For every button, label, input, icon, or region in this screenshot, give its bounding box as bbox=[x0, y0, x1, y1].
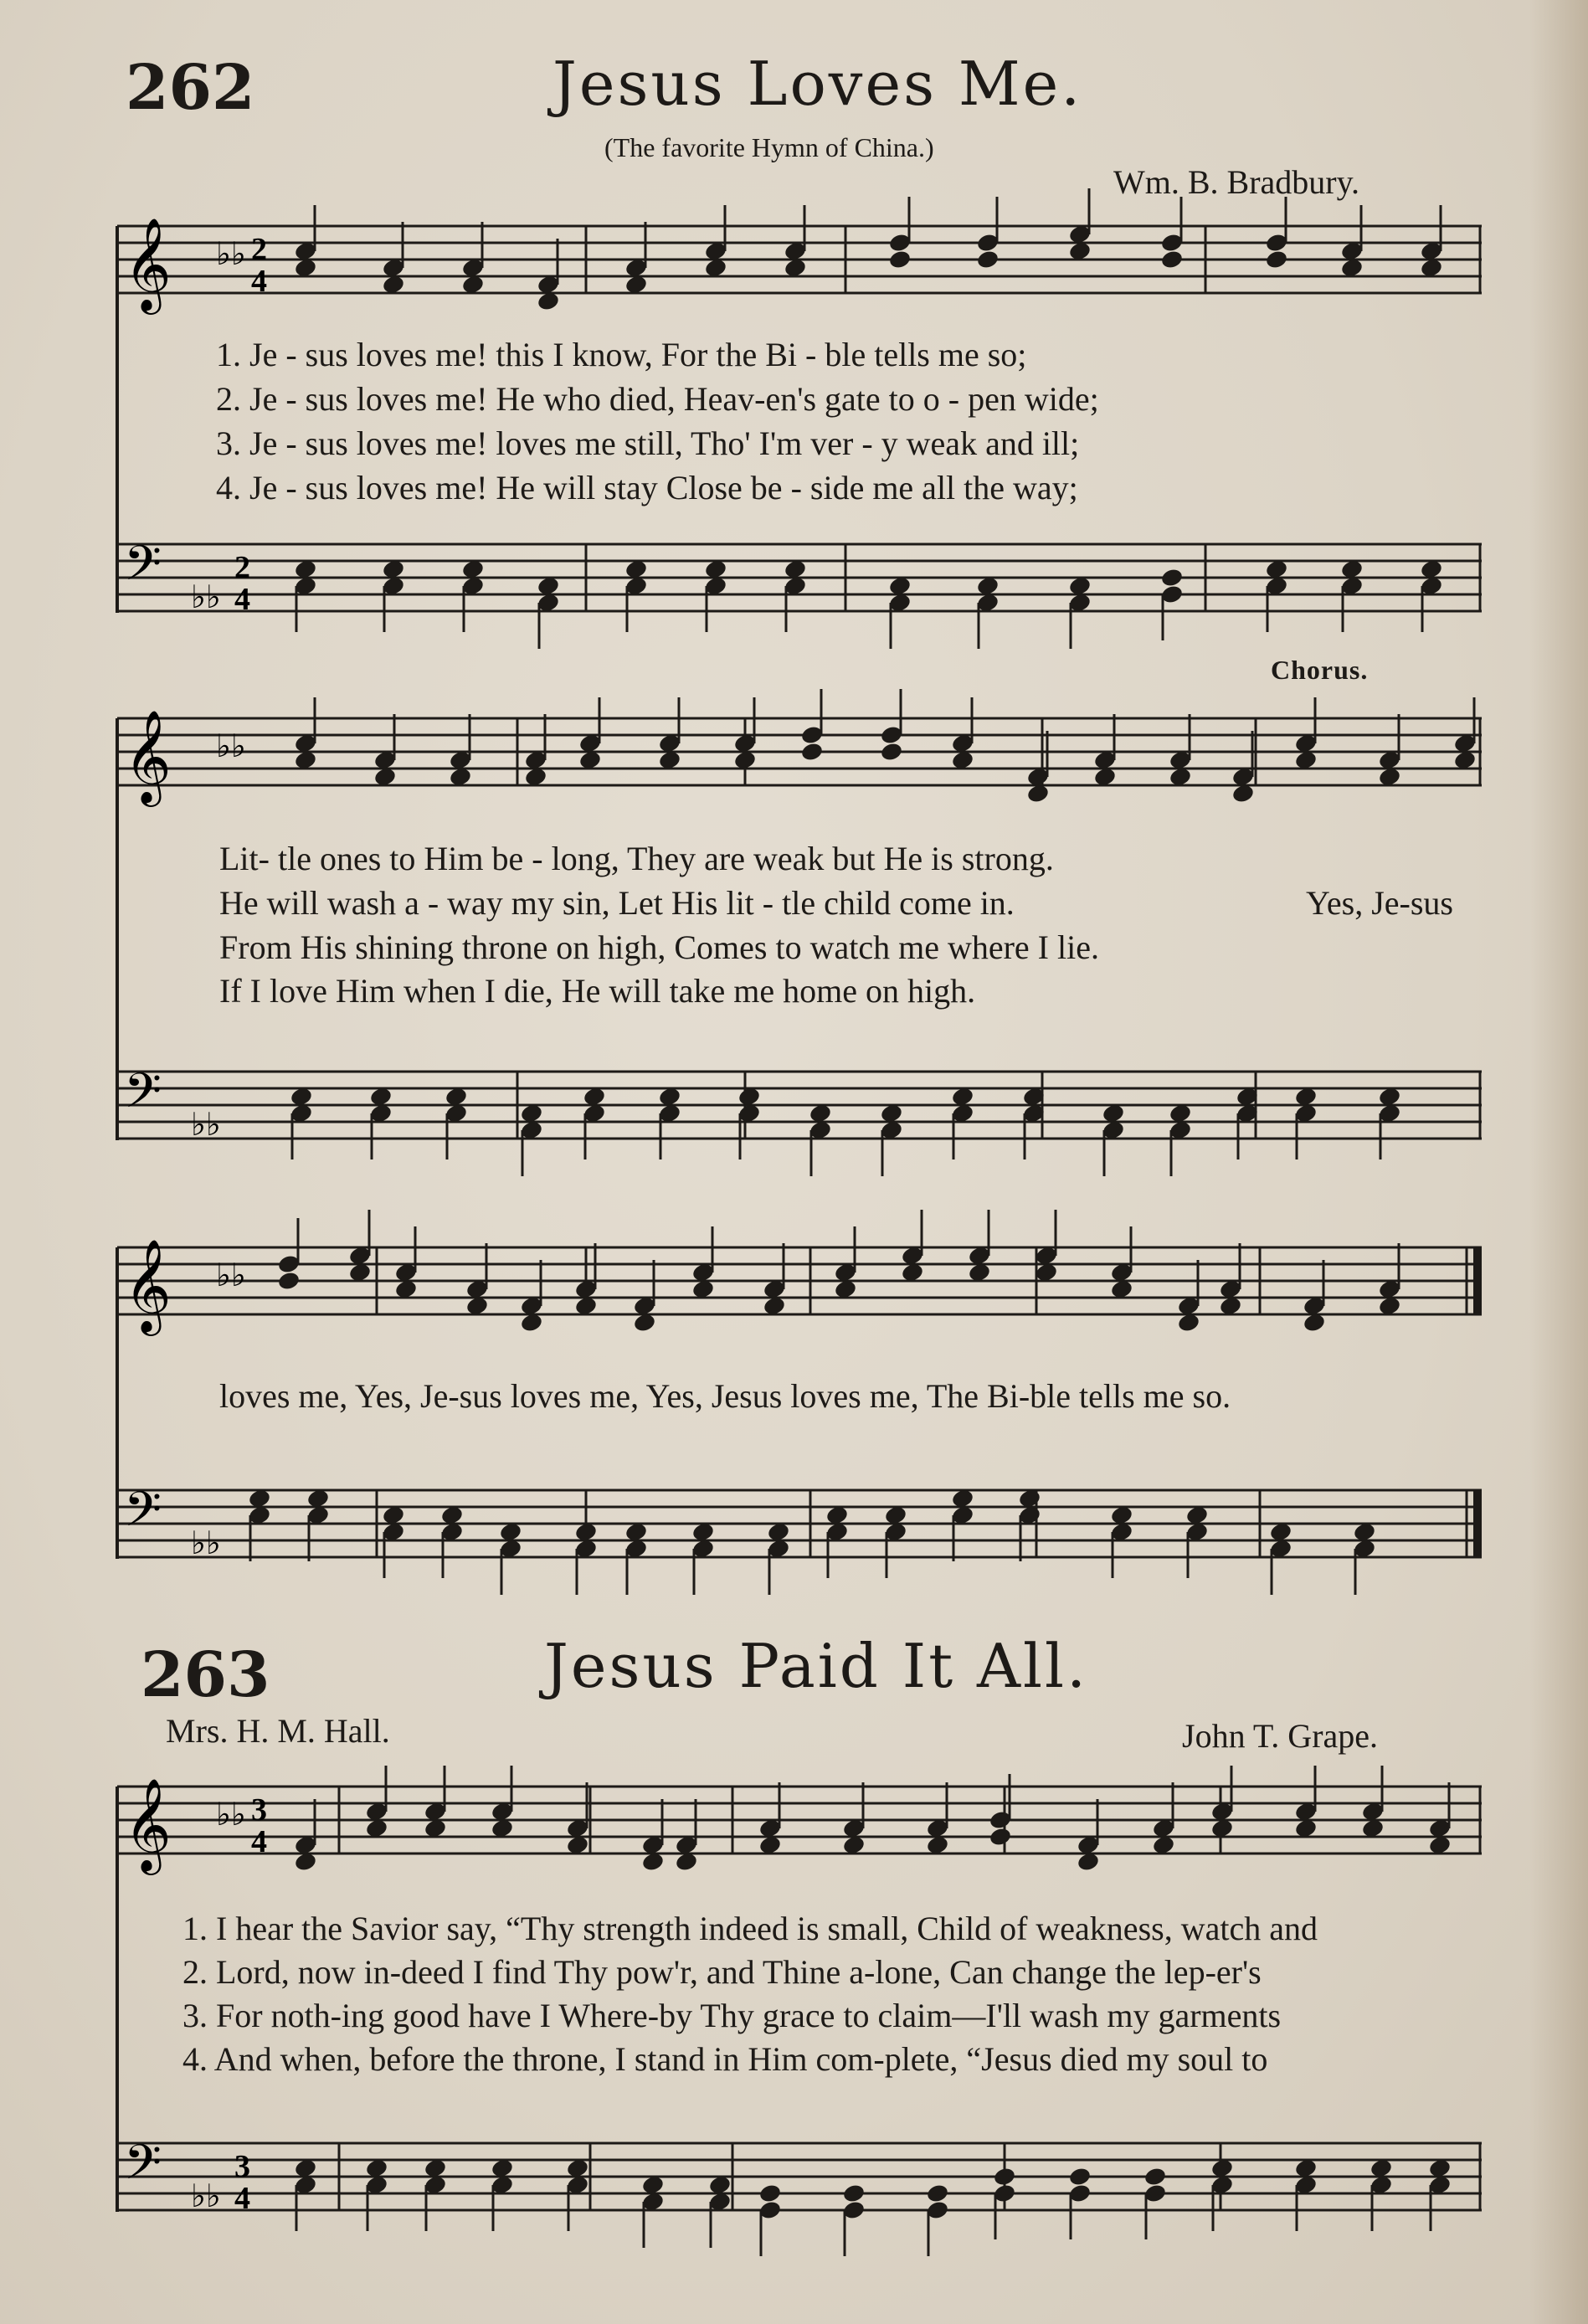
svg-text:♭♭: ♭♭ bbox=[216, 728, 246, 764]
svg-text:𝄞: 𝄞 bbox=[124, 709, 172, 803]
hymn-263-title: Jesus Paid It All. bbox=[544, 1631, 1088, 1701]
svg-text:4: 4 bbox=[234, 582, 250, 617]
svg-text:𝄞: 𝄞 bbox=[124, 217, 172, 311]
system4-left-line bbox=[116, 1787, 119, 2212]
page-edge-shadow bbox=[1529, 0, 1588, 2324]
hymn-262-second-line-2: He will wash a - way my sin, Let His lit - tle child come in. bbox=[219, 884, 1015, 922]
system2-treble-notes bbox=[117, 718, 1482, 810]
hymn-263-verse-4: 4. And when, before the throne, I stand in Him com-plete, “Jesus died my soul to bbox=[182, 2040, 1268, 2078]
svg-text:𝄢: 𝄢 bbox=[124, 1062, 162, 1131]
hymn-262-verse-4: 4. Je - sus loves me! He will stay Close be - side me all the way; bbox=[216, 469, 1078, 506]
hymn-262-verse-2: 2. Je - sus loves me! He who died, Heav-en's gate to o - pen wide; bbox=[216, 380, 1099, 418]
svg-text:♭♭: ♭♭ bbox=[216, 235, 246, 272]
hymn-262-second-line-1: Lit- tle ones to Him be - long, They are weak but He is strong. bbox=[219, 840, 1054, 877]
svg-text:3: 3 bbox=[234, 2149, 250, 2184]
svg-text:4: 4 bbox=[251, 1824, 267, 1859]
hymn-263-verse-2: 2. Lord, now in-deed I find Thy pow'r, and Thine a-lone, Can change the lep-er's bbox=[182, 1953, 1262, 1991]
system4-bass-notes bbox=[117, 2143, 1482, 2235]
system4-treble-notes bbox=[117, 1787, 1482, 1879]
svg-text:𝄞: 𝄞 bbox=[124, 1777, 172, 1871]
system3-bass-notes bbox=[117, 1490, 1482, 1582]
svg-text:𝄢: 𝄢 bbox=[124, 535, 162, 604]
svg-text:4: 4 bbox=[234, 2181, 250, 2216]
svg-text:♭♭: ♭♭ bbox=[191, 578, 221, 615]
hymn-262-verse-3: 3. Je - sus loves me! loves me still, Tho' I'm ver - y weak and ill; bbox=[216, 424, 1080, 462]
hymn-262-second-line-4: If I love Him when I die, He will take me home on high. bbox=[219, 972, 976, 1010]
svg-text:4: 4 bbox=[251, 264, 267, 299]
svg-text:𝄢: 𝄢 bbox=[124, 1481, 162, 1550]
hymn-263-verse-1: 1. I hear the Savior say, “Thy strength indeed is small, Child of weakness, watch and bbox=[182, 1910, 1318, 1947]
svg-text:𝄞: 𝄞 bbox=[124, 1238, 172, 1332]
hymn-263-author: Mrs. H. M. Hall. bbox=[166, 1712, 390, 1750]
hymn-263-composer: John T. Grape. bbox=[1182, 1717, 1379, 1755]
system1-bass-notes bbox=[117, 544, 1482, 636]
hymn-262-verse-1: 1. Je - sus loves me! this I know, For the Bi - ble tells me so; bbox=[216, 336, 1027, 373]
svg-text:♭♭: ♭♭ bbox=[191, 2177, 221, 2214]
hymn-262-composer: Wm. B. Bradbury. bbox=[1113, 163, 1360, 201]
system3-left-line bbox=[116, 1247, 119, 1559]
system1-left-line bbox=[116, 226, 119, 613]
system2-left-line bbox=[116, 718, 119, 1140]
hymn-263-verse-3: 3. For noth-ing good have I Where-by Thy grace to claim—I'll wash my garments bbox=[182, 1997, 1282, 2034]
svg-text:♭♭: ♭♭ bbox=[191, 1106, 221, 1143]
system2-bass-notes bbox=[117, 1072, 1482, 1164]
system1-treble-notes bbox=[117, 226, 1482, 318]
system3-treble-notes bbox=[117, 1247, 1482, 1339]
svg-text:♭♭: ♭♭ bbox=[191, 1524, 221, 1561]
svg-text:𝄢: 𝄢 bbox=[124, 2134, 162, 2203]
hymn-263-number: 263 bbox=[141, 1639, 270, 1711]
hymn-262-chorus-start: Yes, Je-sus bbox=[1306, 884, 1453, 922]
chorus-label: Chorus. bbox=[1271, 655, 1369, 685]
svg-text:2: 2 bbox=[251, 232, 267, 267]
svg-text:3: 3 bbox=[251, 1792, 267, 1828]
hymn-262-title: Jesus Loves Me. bbox=[552, 49, 1083, 119]
hymn-262-subtitle: (The favorite Hymn of China.) bbox=[604, 132, 934, 162]
hymn-262-chorus-line: loves me, Yes, Je-sus loves me, Yes, Jesus loves me, The Bi-ble tells me so. bbox=[219, 1377, 1231, 1415]
hymn-262-number: 262 bbox=[126, 52, 255, 124]
hymn-262-second-line-3: From His shining throne on high, Comes to watch me where I lie. bbox=[219, 928, 1099, 966]
svg-text:♭♭: ♭♭ bbox=[216, 1257, 246, 1293]
svg-text:♭♭: ♭♭ bbox=[216, 1796, 246, 1833]
svg-text:2: 2 bbox=[234, 550, 250, 585]
